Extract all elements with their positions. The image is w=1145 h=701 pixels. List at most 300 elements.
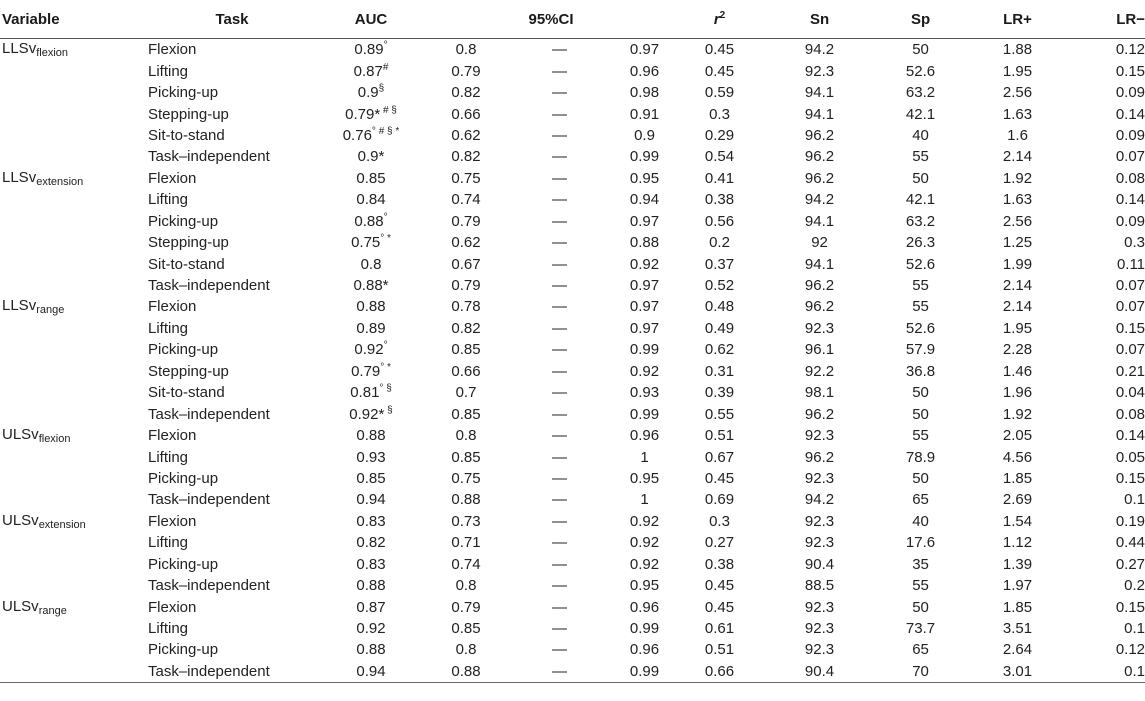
auc-cell: [316, 168, 426, 189]
variable-cell: [0, 575, 146, 596]
ci-dash-cell: —: [552, 319, 567, 337]
auc-value: 0.93: [356, 448, 386, 466]
auc-cell: [316, 382, 426, 403]
ci-upper-cell: 0.91: [629, 105, 660, 123]
header-variable: Variable: [0, 0, 146, 39]
ci-upper-cell: 0.96: [629, 598, 660, 616]
sn-cell: 88.5: [804, 577, 835, 595]
lr-positive-cell: 3.01: [965, 661, 1070, 683]
lr-negative-cell: 0.05: [1115, 448, 1145, 466]
auc-significance-mark: °: [383, 40, 388, 52]
task-cell: Flexion: [148, 598, 197, 616]
task-cell: Picking-up: [148, 212, 219, 230]
r2-cell: 0.38: [704, 191, 735, 209]
auc-value: 0.83: [356, 512, 386, 530]
auc-value: 0.88: [356, 298, 386, 316]
variable-cell: [0, 189, 146, 210]
ci-upper-cell: 0.92: [629, 255, 660, 273]
sp-cell: 55: [912, 298, 929, 316]
auc-significance-mark: §: [378, 83, 385, 95]
lr-positive-cell: 2.14: [1002, 277, 1033, 295]
auc-cell: [316, 82, 426, 103]
sp-cell: 63.2: [905, 212, 936, 230]
lr-positive-cell: 1.92: [1002, 405, 1033, 423]
ci-upper-cell: 1: [640, 491, 649, 509]
ci-upper-cell: 0.93: [629, 384, 660, 402]
ci-dash-cell: —: [552, 191, 567, 209]
task-cell: Stepping-up: [148, 362, 229, 380]
variable-subscript: range: [36, 304, 65, 317]
auc-significance-mark: ° # § *: [371, 125, 400, 137]
r2-cell: 0.55: [704, 405, 735, 423]
variable-cell: [0, 60, 146, 81]
task-cell: Flexion: [148, 512, 197, 530]
header-r2-letter: r: [713, 10, 720, 28]
variable-cell: [0, 339, 146, 360]
variable-cell: [0, 211, 146, 232]
auc-value: 0.8: [360, 255, 382, 273]
sp-cell: 50: [912, 469, 929, 487]
ci-upper-cell: 0.97: [629, 41, 660, 59]
ci-upper-cell: 0.99: [613, 661, 676, 683]
task-cell: Lifting: [148, 620, 189, 638]
ci-upper-cell: 0.97: [629, 212, 660, 230]
ci-upper-cell: 0.97: [629, 277, 660, 295]
ci-dash-cell: —: [552, 255, 567, 273]
ci-upper-cell: 0.99: [629, 405, 660, 423]
ci-upper-cell: 0.92: [629, 555, 660, 573]
lr-negative-cell: 0.15: [1115, 598, 1145, 616]
auc-cell: [316, 575, 426, 596]
lr-positive-cell: 1.46: [1002, 362, 1033, 380]
sn-cell: 98.1: [804, 384, 835, 402]
variable-subscript: extension: [36, 175, 84, 188]
ci-lower-cell: 0.75: [451, 469, 481, 487]
r2-cell: 0.31: [704, 362, 735, 380]
task-cell: Sit-to-stand: [148, 384, 225, 402]
auc-value: 0.87: [356, 598, 386, 616]
sn-cell: 92.3: [804, 427, 835, 445]
variable-subscript: flexion: [36, 47, 68, 60]
auc-cell: [316, 232, 426, 253]
lr-negative-cell: 0.2: [1124, 577, 1145, 595]
lr-positive-cell: 1.95: [1002, 319, 1033, 337]
sp-cell: 63.2: [905, 84, 936, 102]
sn-cell: 92.3: [804, 534, 835, 552]
r2-cell: 0.41: [704, 169, 735, 187]
ci-lower-cell: 0.82: [451, 319, 481, 337]
ci-upper-cell: 1: [640, 448, 649, 466]
auc-cell: [316, 318, 426, 339]
sn-cell: 94.2: [804, 41, 835, 59]
auc-value: 0.79: [351, 362, 381, 380]
variable-cell: [0, 318, 146, 339]
table-row: [0, 275, 1145, 296]
task-cell: Lifting: [148, 191, 189, 209]
ci-lower-cell: 0.7: [455, 384, 477, 402]
lr-negative-cell: 0.14: [1115, 191, 1145, 209]
ci-dash-cell: —: [552, 212, 567, 230]
sp-cell: 50: [912, 169, 929, 187]
ci-lower-cell: 0.8: [455, 641, 477, 659]
ci-dash-cell: —: [552, 62, 567, 80]
auc-value: 0.92: [354, 341, 384, 359]
auc-value: 0.84: [356, 191, 386, 209]
r2-cell: 0.62: [704, 341, 735, 359]
auc-value: 0.9*: [357, 148, 385, 166]
ci-dash-cell: —: [552, 427, 567, 445]
sn-cell: 96.2: [804, 148, 835, 166]
auc-value: 0.88: [356, 577, 386, 595]
ci-dash-cell: —: [552, 384, 567, 402]
ci-lower-cell: 0.71: [451, 534, 481, 552]
lr-positive-cell: 1.96: [1002, 384, 1033, 402]
lr-negative-cell: 0.12: [1115, 41, 1145, 59]
sp-cell: 70: [876, 661, 965, 683]
ci-dash-cell: —: [552, 577, 567, 595]
ci-upper-cell: 0.95: [629, 469, 660, 487]
auc-value: 0.85: [356, 469, 386, 487]
table-row: [0, 596, 1145, 617]
table-row: [0, 253, 1145, 274]
ci-dash-cell: —: [552, 341, 567, 359]
sp-cell: 55: [912, 277, 929, 295]
sp-cell: 50: [912, 384, 929, 402]
table-row: [0, 211, 1145, 232]
sn-cell: 96.2: [804, 169, 835, 187]
ci-upper-cell: 0.97: [629, 319, 660, 337]
auc-significance-mark: °: [383, 211, 388, 223]
auc-value: 0.83: [356, 555, 386, 573]
sn-cell: 96.2: [804, 298, 835, 316]
ci-lower-cell: 0.85: [451, 620, 481, 638]
r2-cell: 0.27: [704, 534, 735, 552]
sn-cell: 90.4: [763, 661, 876, 683]
variable-cell: [0, 125, 146, 146]
lr-positive-cell: 1.63: [1002, 105, 1033, 123]
task-cell: Lifting: [148, 62, 189, 80]
table-row: [0, 168, 1145, 189]
variable-cell: [0, 511, 146, 532]
auc-significance-mark: # §: [380, 104, 397, 116]
ci-upper-cell: 0.99: [629, 341, 660, 359]
variable-name: LLSv: [2, 297, 37, 315]
task-cell: Stepping-up: [148, 105, 229, 123]
lr-positive-cell: 2.69: [1002, 491, 1033, 509]
auc-cell: [316, 511, 426, 532]
auc-value: 0.87: [353, 62, 383, 80]
header-task: Task: [146, 0, 316, 39]
ci-lower-cell: 0.82: [451, 84, 481, 102]
auc-value: 0.92: [356, 620, 386, 638]
auc-cell: [316, 125, 426, 146]
lr-negative-cell: 0.04: [1115, 384, 1145, 402]
auc-cell: [316, 339, 426, 360]
ci-dash-cell: —: [552, 555, 567, 573]
variable-name: ULSv: [2, 511, 39, 529]
variable-subscript: range: [38, 604, 67, 617]
ci-dash-cell: —: [552, 469, 567, 487]
task-cell: Stepping-up: [148, 234, 229, 252]
sp-cell: 55: [912, 148, 929, 166]
r2-cell: 0.59: [704, 84, 735, 102]
auc-value: 0.89: [354, 41, 384, 59]
sn-cell: 94.1: [804, 212, 835, 230]
ci-upper-cell: 0.88: [629, 234, 660, 252]
lr-positive-cell: 2.28: [1002, 341, 1033, 359]
lr-positive-cell: 2.56: [1002, 212, 1033, 230]
ci-lower-cell: 0.67: [451, 255, 481, 273]
ci-lower-cell: 0.79: [451, 62, 481, 80]
ci-upper-cell: 0.95: [629, 577, 660, 595]
sp-cell: 40: [912, 126, 929, 144]
header-sp: Sp: [876, 0, 965, 39]
ci-upper-cell: 0.98: [629, 84, 660, 102]
sp-cell: 52.6: [905, 319, 936, 337]
auc-value: 0.79*: [345, 105, 381, 123]
lr-negative-cell: 0.21: [1115, 362, 1145, 380]
lr-negative-cell: 0.15: [1115, 319, 1145, 337]
auc-value: 0.76: [342, 126, 372, 144]
ci-dash-cell: —: [552, 620, 567, 638]
r2-cell: 0.3: [709, 105, 730, 123]
table-row: [0, 661, 1145, 683]
variable-name: ULSv: [2, 597, 39, 615]
auc-significance-mark: °: [383, 340, 388, 352]
ci-dash-cell: —: [552, 41, 567, 59]
header-auc: AUC: [316, 0, 426, 39]
r2-cell: 0.52: [704, 277, 735, 295]
table-row: [0, 403, 1145, 424]
lr-positive-cell: 1.25: [1002, 234, 1033, 252]
lr-positive-cell: 1.12: [1002, 534, 1033, 552]
lr-positive-cell: 4.56: [1002, 448, 1033, 466]
task-cell: Picking-up: [148, 469, 219, 487]
sp-cell: 65: [912, 491, 929, 509]
variable-cell: [0, 618, 146, 639]
table-row: [0, 318, 1145, 339]
lr-positive-cell: 1.97: [1002, 577, 1033, 595]
ci-lower-cell: 0.62: [451, 234, 481, 252]
sp-cell: 57.9: [905, 341, 936, 359]
ci-lower-cell: 0.74: [451, 555, 481, 573]
header-r2-exponent: 2: [719, 9, 726, 21]
ci-lower-cell: 0.85: [451, 341, 481, 359]
variable-cell: [0, 275, 146, 296]
lr-negative-cell: 0.1: [1070, 661, 1145, 683]
r2-cell: 0.45: [704, 469, 735, 487]
auc-value: 0.85: [356, 169, 386, 187]
sn-cell: 92.3: [804, 598, 835, 616]
table-row: [0, 382, 1145, 403]
auc-cell: [316, 361, 426, 382]
r2-cell: 0.49: [704, 319, 735, 337]
sp-cell: 50: [912, 598, 929, 616]
auc-value: 0.88*: [353, 277, 389, 295]
lr-negative-cell: 0.44: [1115, 534, 1145, 552]
task-cell: Picking-up: [148, 641, 219, 659]
ci-dash-cell: —: [552, 234, 567, 252]
ci-dash-cell: —: [552, 598, 567, 616]
variable-cell: [0, 489, 146, 510]
sn-cell: 96.1: [804, 341, 835, 359]
ci-upper-cell: 0.99: [629, 620, 660, 638]
sp-cell: 78.9: [905, 448, 936, 466]
r2-cell: 0.56: [704, 212, 735, 230]
sp-cell: 42.1: [905, 191, 936, 209]
variable-cell: [0, 446, 146, 467]
header-row: [0, 0, 1145, 39]
task-cell: Task–independent: [148, 148, 270, 166]
auc-cell: [316, 103, 426, 124]
sn-cell: 92.3: [804, 469, 835, 487]
variable-cell: [0, 296, 146, 317]
auc-value: 0.94: [356, 662, 386, 680]
lr-negative-cell: 0.14: [1115, 427, 1145, 445]
sp-cell: 52.6: [905, 62, 936, 80]
lr-negative-cell: 0.15: [1115, 62, 1145, 80]
variable-cell: [0, 639, 146, 660]
table-row: [0, 446, 1145, 467]
sn-cell: 94.2: [804, 191, 835, 209]
ci-upper-cell: 0.96: [629, 62, 660, 80]
r2-cell: 0.51: [704, 427, 735, 445]
ci-dash-cell: —: [552, 298, 567, 316]
lr-positive-cell: 1.6: [1007, 126, 1028, 144]
lr-negative-cell: 0.07: [1115, 298, 1145, 316]
lr-negative-cell: 0.27: [1115, 555, 1145, 573]
lr-negative-cell: 0.08: [1115, 169, 1145, 187]
lr-negative-cell: 0.07: [1115, 277, 1145, 295]
r2-cell: 0.2: [709, 234, 730, 252]
table-row: [0, 296, 1145, 317]
lr-positive-cell: 2.14: [1002, 298, 1033, 316]
auc-cell: [316, 554, 426, 575]
ci-upper-cell: 0.92: [629, 512, 660, 530]
task-cell: Flexion: [148, 41, 197, 59]
sp-cell: 55: [912, 577, 929, 595]
sn-cell: 96.2: [804, 405, 835, 423]
r2-cell: 0.66: [676, 661, 763, 683]
sn-cell: 92.3: [804, 512, 835, 530]
auc-value: 0.94: [356, 491, 386, 509]
r2-cell: 0.69: [704, 491, 735, 509]
lr-negative-cell: 0.14: [1115, 105, 1145, 123]
lr-positive-cell: 2.56: [1002, 84, 1033, 102]
table-row: [0, 361, 1145, 382]
variable-name: ULSv: [2, 426, 39, 444]
table-body: [0, 39, 1145, 683]
variable-cell: [0, 361, 146, 382]
auc-cell: [316, 489, 426, 510]
ci-upper-cell: 0.97: [629, 298, 660, 316]
lr-negative-cell: 0.11: [1116, 255, 1145, 273]
ci-lower-cell: 0.8: [455, 427, 477, 445]
variable-cell: [0, 253, 146, 274]
header-ci: 95%CI: [426, 0, 676, 39]
r2-cell: 0.54: [704, 148, 735, 166]
ci-dash-cell: —: [552, 84, 567, 102]
table-row: [0, 489, 1145, 510]
ci-dash-cell: —: [552, 148, 567, 166]
task-cell: Sit-to-stand: [148, 255, 225, 273]
task-cell: Picking-up: [148, 341, 219, 359]
lr-negative-cell: 0.09: [1115, 84, 1145, 102]
r2-cell: 0.45: [704, 577, 735, 595]
auc-cell: [316, 618, 426, 639]
auc-cell: [316, 596, 426, 617]
r2-cell: 0.51: [704, 641, 735, 659]
r2-cell: 0.67: [704, 448, 735, 466]
sn-cell: 92.3: [804, 62, 835, 80]
ci-lower-cell: 0.79: [451, 598, 481, 616]
sp-cell: 40: [912, 512, 929, 530]
lr-positive-cell: 1.39: [1002, 555, 1033, 573]
ci-lower-cell: 0.62: [451, 126, 481, 144]
lr-positive-cell: 2.14: [1002, 148, 1033, 166]
variable-cell: [0, 596, 146, 617]
auc-cell: [316, 403, 426, 424]
task-cell: Task–independent: [148, 277, 270, 295]
lr-positive-cell: 1.92: [1002, 169, 1033, 187]
r2-cell: 0.45: [704, 598, 735, 616]
task-cell: Lifting: [148, 448, 189, 466]
ci-dash-cell: —: [552, 362, 567, 380]
variable-name: LLSv: [2, 168, 37, 186]
auc-value: 0.88: [356, 641, 386, 659]
sn-cell: 94.2: [804, 491, 835, 509]
ci-dash-cell: —: [552, 277, 567, 295]
sn-cell: 94.1: [804, 105, 835, 123]
task-cell: Task–independent: [148, 491, 270, 509]
sn-cell: 94.1: [804, 255, 835, 273]
lr-positive-cell: 1.85: [1002, 469, 1033, 487]
r2-cell: 0.3: [709, 512, 730, 530]
variable-subscript: flexion: [38, 433, 71, 446]
table-row: [0, 618, 1145, 639]
task-cell: Task–independent: [148, 405, 270, 423]
ci-lower-cell: 0.88: [426, 661, 506, 683]
auc-cell: [316, 275, 426, 296]
ci-lower-cell: 0.73: [451, 512, 481, 530]
sn-cell: 92.3: [804, 620, 835, 638]
ci-dash-cell: —: [552, 448, 567, 466]
sn-cell: 92.3: [804, 641, 835, 659]
task-cell: Lifting: [148, 319, 189, 337]
sp-cell: 55: [912, 427, 929, 445]
ci-lower-cell: 0.78: [451, 298, 481, 316]
variable-cell: [0, 425, 146, 446]
ci-dash-cell: —: [552, 405, 567, 423]
ci-lower-cell: 0.79: [451, 212, 481, 230]
ci-lower-cell: 0.85: [451, 405, 481, 423]
variable-cell: [0, 103, 146, 124]
ci-lower-cell: 0.8: [455, 577, 477, 595]
lr-positive-cell: 1.88: [1002, 41, 1033, 59]
ci-dash-cell: —: [552, 491, 567, 509]
task-cell: Picking-up: [148, 84, 219, 102]
lr-positive-cell: 1.99: [1002, 255, 1033, 273]
ci-upper-cell: 0.92: [629, 362, 660, 380]
header-lr-negative: LR−: [1070, 0, 1145, 39]
lr-negative-cell: 0.3: [1124, 234, 1145, 252]
ci-upper-cell: 0.99: [629, 148, 660, 166]
ci-lower-cell: 0.85: [451, 448, 481, 466]
lr-negative-cell: 0.12: [1115, 641, 1145, 659]
table-row: [0, 189, 1145, 210]
task-cell: Flexion: [148, 169, 197, 187]
table-row: [0, 60, 1145, 81]
